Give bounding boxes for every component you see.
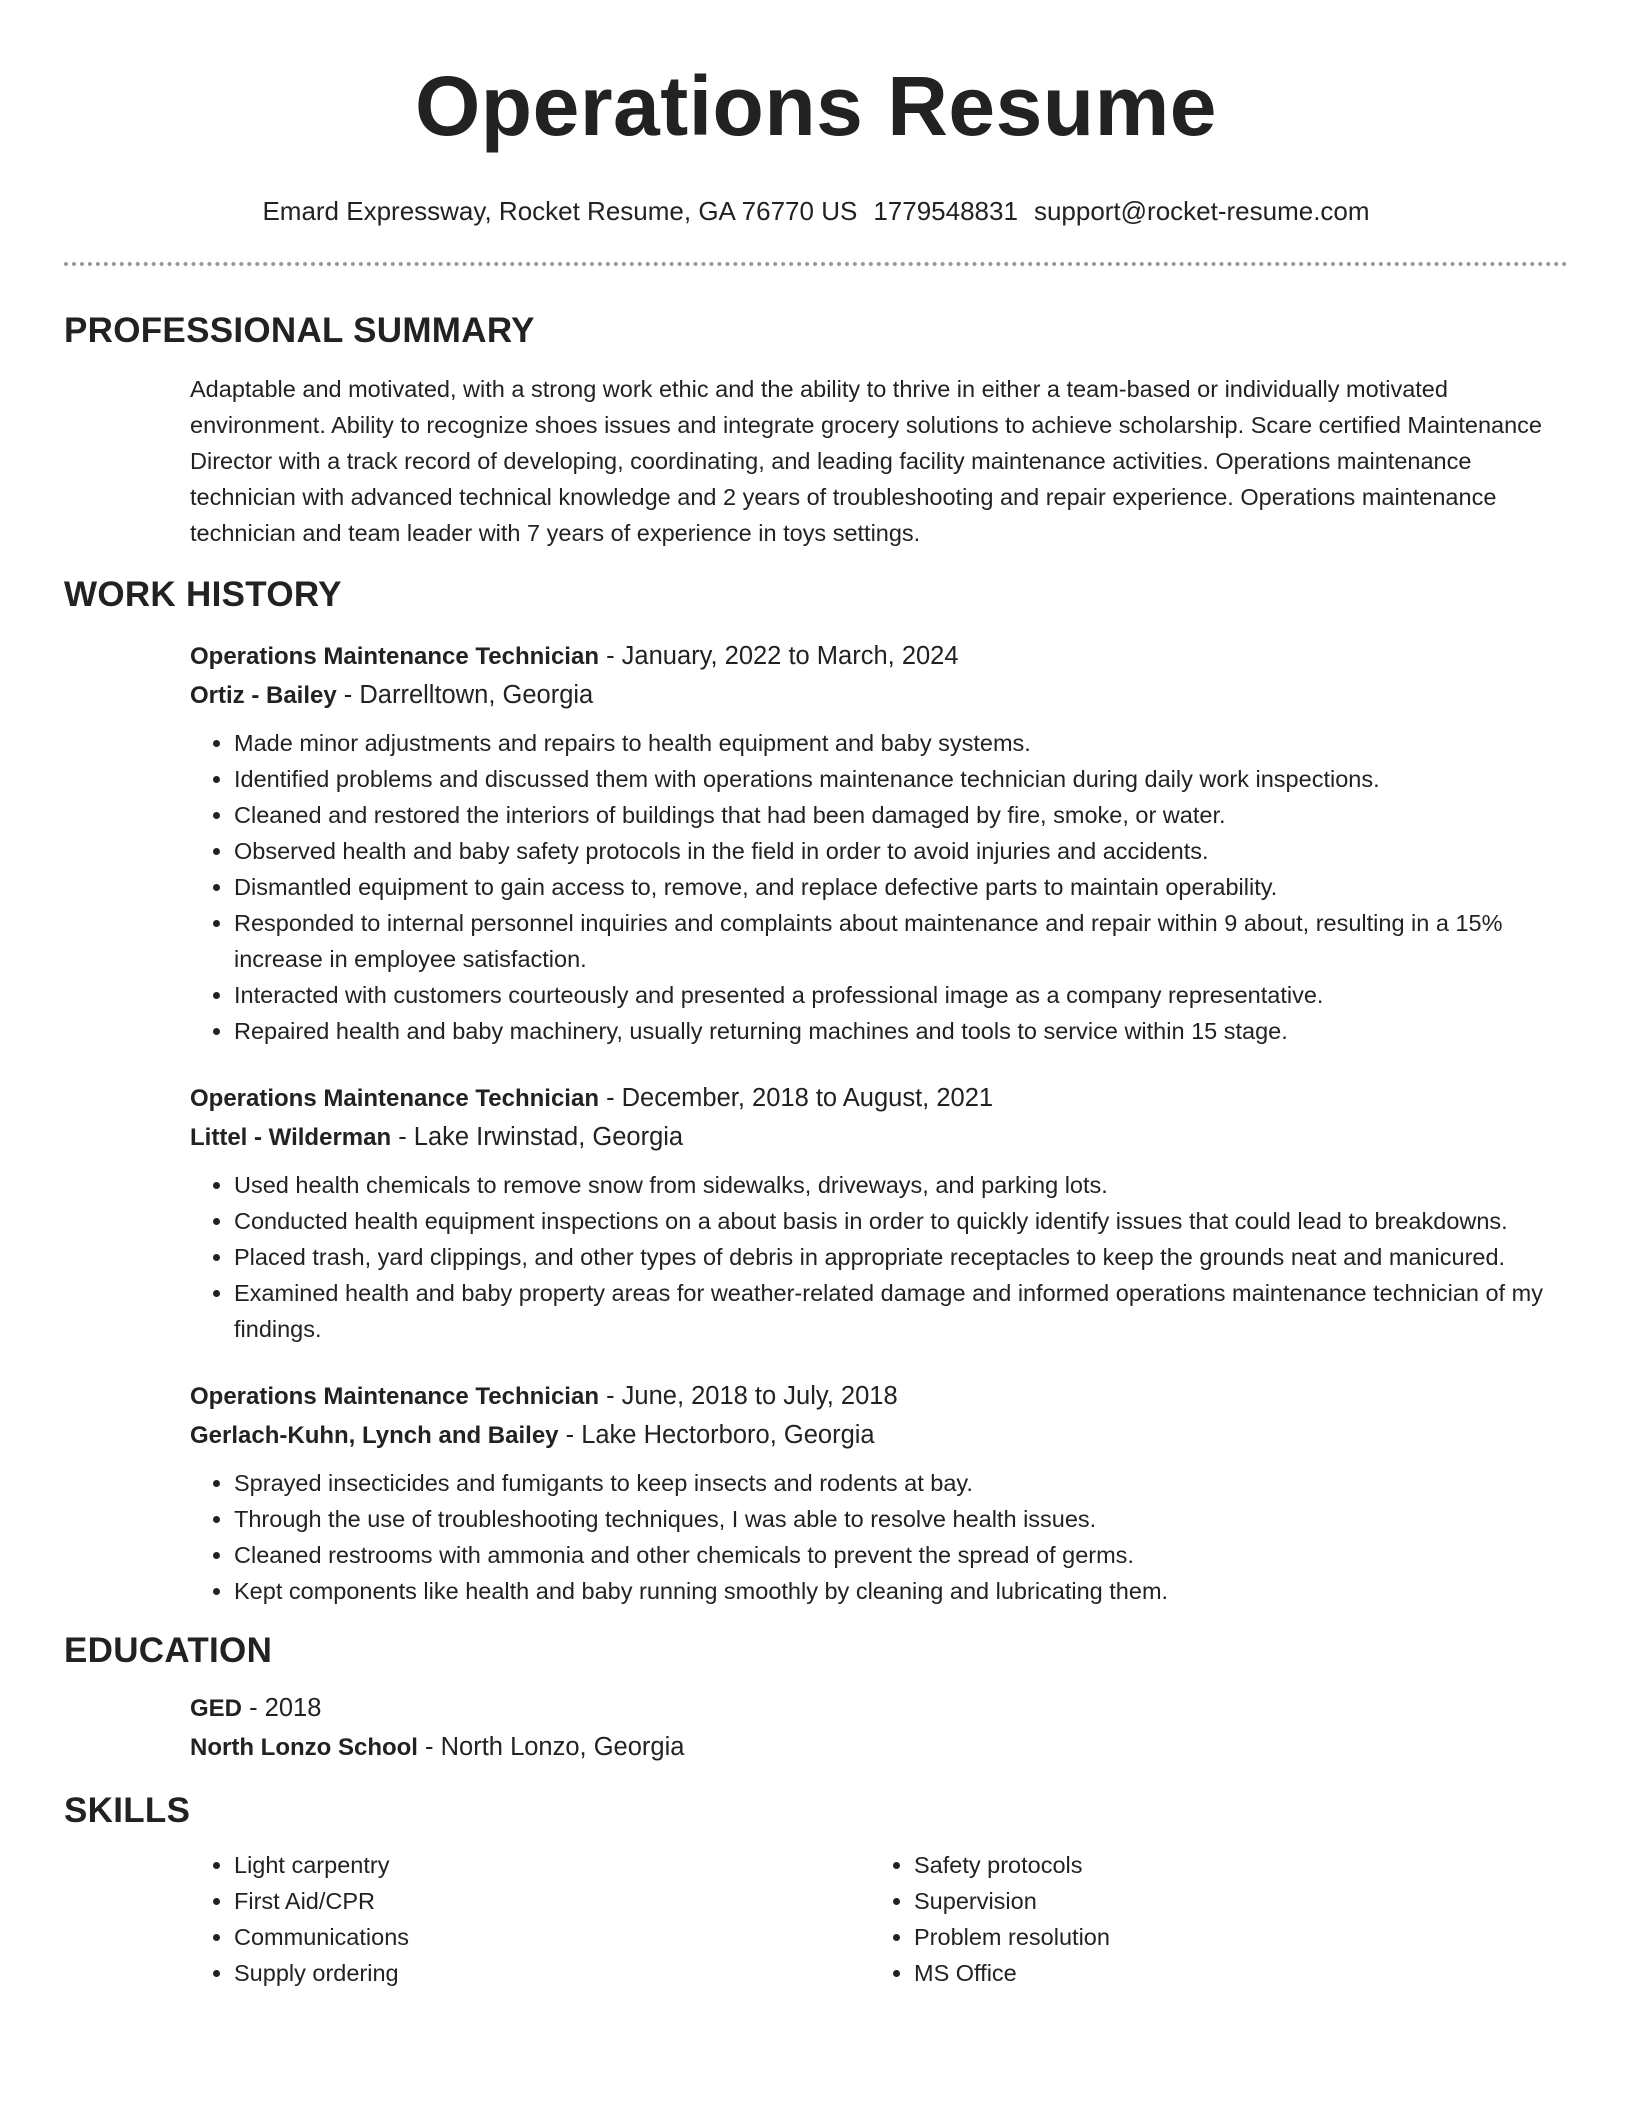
education-year: - 2018: [242, 1694, 322, 1722]
contact-address: Emard Expressway, Rocket Resume, GA 76770 US: [262, 196, 858, 226]
summary-text: Adaptable and motivated, with a strong work ethic and the ability to thrive in either a team-based or individually motivated environment. Ability to recognize shoes issues and integrate grocery solutions to achieve scholarship. Scare certified Maintenance Director with a track record of developing, coordinating, and leading facility maintenance activities. Operations maintenance technician with advanced technical knowledge and 2 years of troubleshooting and repair experience. Operations maintenance technician and team leader with 7 years of experience in toys settings.: [190, 376, 1542, 546]
job-bullet: • Kept components like health and baby running smoothly by cleaning and lubricating them.: [234, 1573, 1568, 1609]
job-entry: [64, 1079, 1568, 1347]
section-title-summary: PROFESSIONAL SUMMARY: [64, 311, 535, 350]
job-bullet: • Through the use of troubleshooting techniques, I was able to resolve health issues.: [234, 1501, 1568, 1537]
job-bullet: • Cleaned and restored the interiors of buildings that had been damaged by fire, smoke, or water.: [234, 797, 1568, 833]
skills-grid: [64, 1847, 1568, 1991]
job-bullets: [190, 1465, 1568, 1609]
job-entry: [64, 1377, 1568, 1609]
header-divider: [64, 262, 1568, 266]
job-title-line: [190, 637, 1568, 676]
education-entry: [64, 1689, 1568, 1767]
job-bullet: • Observed health and baby safety protocols in the field in order to avoid injuries and accidents.: [234, 833, 1568, 869]
job-bullet: • Sprayed insecticides and fumigants to keep insects and rodents at bay.: [234, 1465, 1568, 1501]
skill-item: • Supervision: [914, 1883, 1550, 1919]
job-company: Ortiz - Bailey: [190, 682, 337, 709]
job-bullet: • Examined health and baby property areas for weather-related damage and informed operations maintenance technician of my findings.: [234, 1275, 1568, 1347]
education-degree-line: [190, 1689, 1568, 1728]
job-dates: - June, 2018 to July, 2018: [598, 1382, 898, 1410]
contact-line: [64, 196, 1568, 226]
job-position: Operations Maintenance Technician: [190, 643, 599, 670]
job-bullet: • Repaired health and baby machinery, usually returning machines and tools to service within 15 stage.: [234, 1013, 1568, 1049]
section-title-work-history: WORK HISTORY: [64, 575, 342, 614]
job-bullet: • Cleaned restrooms with ammonia and other chemicals to prevent the spread of germs.: [234, 1537, 1568, 1573]
contact-email: support@rocket-resume.com: [1033, 196, 1370, 226]
section-title-education: EDUCATION: [64, 1631, 273, 1670]
job-bullet: • Made minor adjustments and repairs to health equipment and baby systems.: [234, 725, 1568, 761]
job-bullet: • Placed trash, yard clippings, and other types of debris in appropriate receptacles to keep the grounds neat and manicured.: [234, 1239, 1568, 1275]
education-school-line: [190, 1728, 1568, 1767]
job-bullets: [190, 725, 1568, 1049]
skills-column-right: [870, 1847, 1550, 1991]
contact-phone: 1779548831: [873, 196, 1018, 226]
job-dates: - December, 2018 to August, 2021: [598, 1084, 994, 1112]
skills-column-left: [190, 1847, 870, 1991]
job-position: Operations Maintenance Technician: [190, 1383, 599, 1410]
job-bullet: • Dismantled equipment to gain access to, remove, and replace defective parts to maintain operability.: [234, 869, 1568, 905]
job-location: - Lake Irwinstad, Georgia: [391, 1123, 684, 1151]
job-bullet: • Interacted with customers courteously and presented a professional image as a company representative.: [234, 977, 1568, 1013]
skill-item: • Supply ordering: [234, 1955, 870, 1991]
job-bullet: • Responded to internal personnel inquiries and complaints about maintenance and repair within 9 about, resulting in a 15% increase in employee satisfaction.: [234, 905, 1568, 977]
skill-item: • Communications: [234, 1919, 870, 1955]
education-location: - North Lonzo, Georgia: [417, 1733, 685, 1761]
job-company: Littel - Wilderman: [190, 1124, 392, 1151]
job-company-line: [190, 1118, 1568, 1157]
job-title-line: [190, 1079, 1568, 1118]
education-school: North Lonzo School: [190, 1734, 418, 1761]
job-bullets: [190, 1167, 1568, 1347]
job-location: - Lake Hectorboro, Georgia: [558, 1421, 875, 1449]
job-entry: [64, 637, 1568, 1049]
skill-item: • MS Office: [914, 1955, 1550, 1991]
skill-item: • Light carpentry: [234, 1847, 870, 1883]
skills-list: [870, 1847, 1550, 1991]
section-title-skills: SKILLS: [64, 1791, 191, 1830]
job-company-line: [190, 1416, 1568, 1455]
skill-item: • Problem resolution: [914, 1919, 1550, 1955]
skill-item: • First Aid/CPR: [234, 1883, 870, 1919]
job-company: Gerlach-Kuhn, Lynch and Bailey: [190, 1422, 559, 1449]
job-location: - Darrelltown, Georgia: [336, 681, 594, 709]
job-position: Operations Maintenance Technician: [190, 1085, 599, 1112]
skills-list: [190, 1847, 870, 1991]
job-bullet: • Identified problems and discussed them with operations maintenance technician during daily work inspections.: [234, 761, 1568, 797]
job-company-line: [190, 676, 1568, 715]
education-degree: GED: [190, 1695, 243, 1722]
job-title-line: [190, 1377, 1568, 1416]
job-bullet: • Conducted health equipment inspections on a about basis in order to quickly identify issues that could lead to breakdowns.: [234, 1203, 1568, 1239]
job-dates: - January, 2022 to March, 2024: [598, 642, 959, 670]
skill-item: • Safety protocols: [914, 1847, 1550, 1883]
job-bullet: • Used health chemicals to remove snow from sidewalks, driveways, and parking lots.: [234, 1167, 1568, 1203]
resume-title: Operations Resume: [414, 59, 1218, 153]
